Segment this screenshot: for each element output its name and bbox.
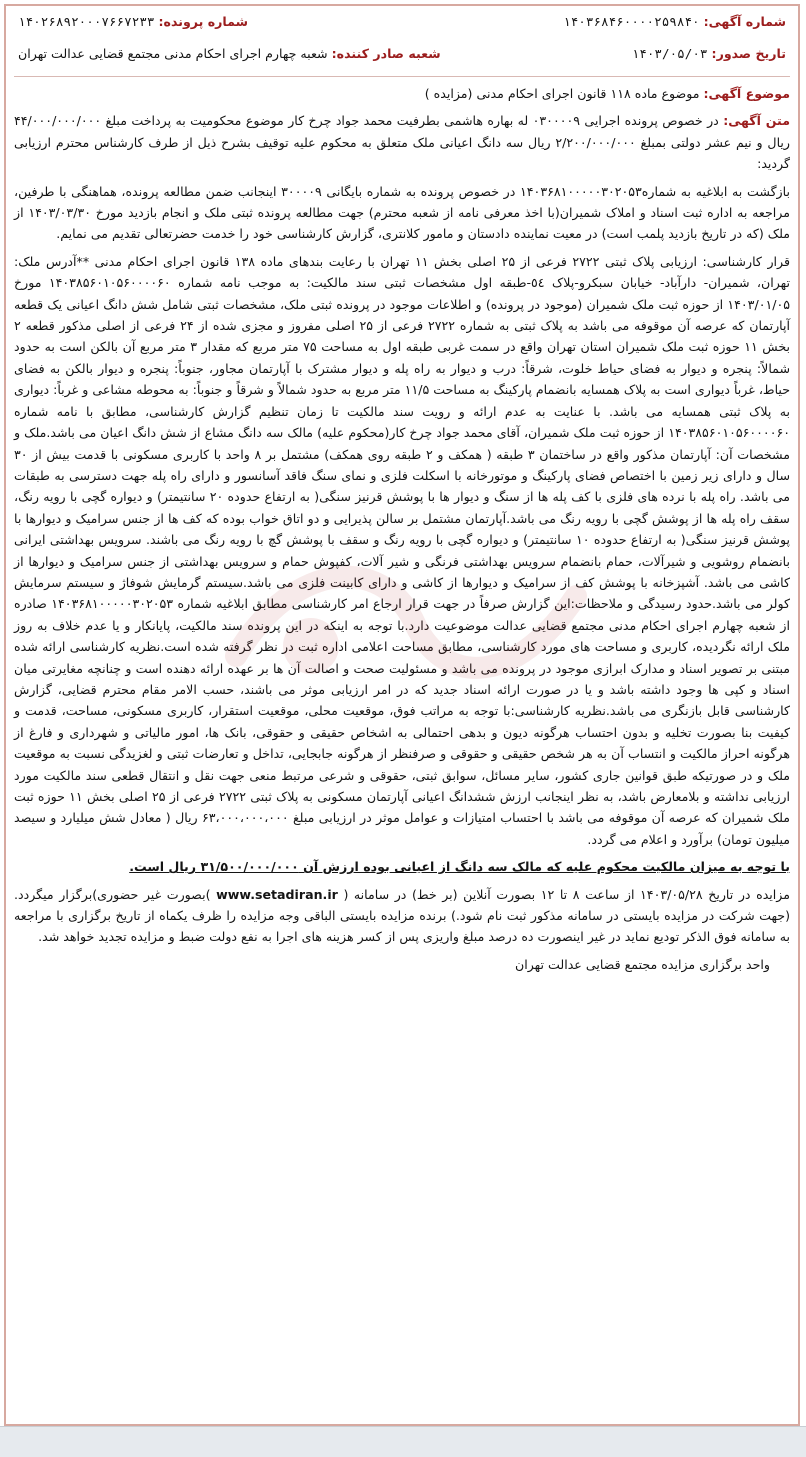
case-number-label: شماره پرونده:: [158, 14, 248, 30]
notice-number: [563, 11, 786, 32]
body-label: متن آگهی:: [723, 113, 790, 129]
notice-number-label: شماره آگهی:: [703, 14, 786, 30]
case-number-value: ۱۴۰۲۶۸۹۲۰۰۰۷۶۶۷۲۳۳: [18, 14, 155, 30]
notice-intro: [14, 110, 790, 174]
signature: واحد برگزاری مزایده مجتمع قضایی عدالت تهران: [514, 956, 770, 972]
header-row-2: [14, 38, 790, 70]
value-statement: با توجه به میزان مالکیت محکوم علیه که مالک سه دانگ از اعیانی بوده ارزش آن ۳۱/۵۰۰/۰۰۰/۰۰۰ ریال است.: [129, 859, 790, 875]
auction-paragraph: [14, 884, 790, 948]
header-divider: [14, 76, 790, 77]
bottom-scroll-bar: [0, 1426, 806, 1457]
notice-frame: [4, 4, 800, 1426]
issue-date-label: تاریخ صدور:: [711, 46, 786, 62]
expert-return-paragraph: بازگشت به ابلاغیه به شماره۱۴۰۳۶۸۱۰۰۰۰۰۳۰۲۰۵۳ در خصوص پرونده به شماره بایگانی ۳۰۰۰۰۹ اینجانب ضمن مطالعه پرونده، هماهنگی با طرفین، مراجعه به اداره ثبت اسناد و املاک شمیران(با اخذ معرفی نامه از شعبه محترم) جهت مطالعه پرونده ثبتی ملک و انجام بازدید مورخ ۱۴۰۳/۰۳/۳۰ از ملک (که در تاریخ بازدید پلمب است) در معیت نماینده دادستان و مامور کلانتری، گزارش کارشناسی خود را خدمت حضرتعالی تقدیم می نمایم.: [14, 183, 790, 242]
body-intro-text: در خصوص پرونده اجرایی ۰۳۰۰۰۰۹ له بهاره هاشمی بطرفیت محمد جواد چرخ کار موضوع محکومیت به پرداخت مبلغ ۴۴/۰۰۰/۰۰۰/۰۰۰ ریال و نیم عشر دولتی بمبلغ ۲/۲۰۰/۰۰۰/۰۰۰ ریال سه دانگ اعیانی ملک متعلق به محکوم علیه توقیف بشرح ذیل از طرف کارشناس محترم ارزیابی گردید:: [14, 113, 790, 172]
expert-report-paragraph: قرار کارشناسی: ارزیابی پلاک ثبتی ۲۷۲۲ فرعی از ۲۵ اصلی بخش ۱۱ تهران با رعایت بندهای ماده ۱۳۸ قانون اجرای احکام مدنی **آدرس ملک: تهران، شمیران- دارآباد- خیابان سبکرو-پلاک ٥٤-طبقه اول مشخصات ثبتی سند مالکیت: به موجب نامه شماره ۱۴۰۳۸۵۶۰۱۰۵۶۰۰۰۰۶۰ مورخ ۱۴۰۳/۰۱/۰۵ از حوزه ثبت ملک شمیران (موجود در پرونده) و اطلاعات موجود در پرونده ثبتی ملک، مشخصات ثبتی شامل شش دانگ اعیانی یک قطعه آپارتمان که عرصه آن موقوفه می باشد به پلاک ثبتی به شماره ۲۷۲۲ فرعی از ۲۵ اصلی مفروز و مجزی شده از ۲۴ فرعی از اصلی مذکور قطعه ۲ بخش ۱۱ حوزه ثبت ملک شمیران استان تهران واقع در سمت غربی طبقه اول به مساحت ۷۵ متر مربع که مقدار ۳ متر مربع آن بالکن است به حدود شمالاً: پنجره و دیوار به فضای حیاط خلوت، شرقاً: درب و دیوار به راه پله و دیوار مشترک با آپارتمان مجاور، جنوباً: پنجره و دیوار بالکن به فضای حیاط، غرباً دیواری است به پلاک همسایه بانضمام پارکینگ به مساحت ۱۱/۵ متر مربع به حدود شمالاً و شرقاً و جنوباً: به محوطه مشاعی و غرباً: دیواری به پلاک ثبتی همسایه می باشد. با عنایت به عدم ارائه و رویت سند مالکیت تا زمان تنظیم گزارش کارشناسی، مطابق با نامه شماره ۱۴۰۳۸۵۶۰۱۰۵۶۰۰۰۰۶۰ از حوزه ثبت ملک شمیران، آقای محمد جواد چرخ کار(محکوم علیه) مالک سه دانگ مشاع از شش دانگ اعیان می باشد.ملک و مشخصات آن: آپارتمان مذکور واقع در ساختمان ۳ طبقه ( همکف و ۲ طبقه روی همکف) مشتمل بر ۸ واحد با کاربری مسکونی با قدمت بیش از ۳۰ سال و دارای زیر زمین با اختصاص فضای پارکینگ و موتورخانه با اسکلت فلزی و نمای سنگ فاقد آسانسور و دارای راه پله جهت دسترسی به طبقات می باشد. راه پله با نرده های فلزی با کف پله ها از سنگ و دیوار ها با پوشش قرنیز سنگی( به ارتفاع حدوده ۲۰ سانتیمتر) و دیواره گچی با رویه رنگ، سقف راه پله ها از پوشش گچی با رویه رنگ می باشد.آپارتمان مشتمل بر سالن پذیرایی و دو اتاق خواب بوده که کف ها از جنس سرامیک و دیوارها با پوشش قرنیز سنگی( به ارتفاع حدوده ۱۰ سانتیمتر) و دیواره گچی با رویه رنگ و سقف با پوشش گچ با رویه رنگ می باشند. سرویس بهداشتی ایرانی بانضمام روشویی و شیرآلات، حمام بانضمام سرویس بهداشتی فرنگی و شیر آلات، کفپوش حمام و سرویس بهداشتی از جنس سرامیک و دیوارها از کاشی می باشد. آشپزخانه با پوشش کف از سرامیک و دیوارها از کاشی و دارای کابینت فلزی می باشد.سیستم گرمایش شوفاژ و سیستم سرمایش کولر می باشد.حدود رسیدگی و ملاحظات:این گزارش صرفاً در جهت قرار ارجاع امر کارشناسی مطابق ابلاغیه شماره ۱۴۰۳۶۸۱۰۰۰۰۰۳۰۲۰۵۳ صادره از شعبه چهارم اجرای احکام مدنی مجتمع قضایی عدالت موضوعیت دارد.با توجه به اینکه در این پرونده سند مالکیت، پایانکار و یا عدم خلاف به روز ملک ارائه نگردیده، کاربری و مساحت های مورد کارشناسی، مطابق مساحت اعلامی اداره ثبت در نظر گرفته شده است.نظریه کارشناسی ارائه شده مبتنی بر تصویر اسناد و مدارک ابرازی موجود در پرونده می باشد و مسئولیت صحت و اصالت آن ها بر عهده ارائه دهنده است و چنانچه مغایرتی میان اسناد و کپی ها وجود داشته باشد و یا در صورت ارائه اسناد جدید که در امر ارزیابی موثر می باشند، حسب الامر مقام محترم قضایی، گزارش کارشناسی قابل بازنگری می باشد.نظریه کارشناسی:با توجه به مراتب فوق، موقعیت محلی، موقعیت استقرار، کاربری مسکونی، مساحت، قدمت و کیفیت بنا بصورت تخلیه و بدون احتساب هرگونه دیون و بدهی احتمالی به اشخاص حقیقی و حقوقی، بانک ها، امور مالیاتی و شهرداری و فارغ از هرگونه احراز مالکیت و انتساب آن به هر شخص حقیقی و حقوقی و صرفنظر از هرگونه جابجایی، تداخل و تعارضات ثبتی و لغزیدگی نسبت به موقعیت ملک و در صورتیکه طبق قوانین جاری کشور، سایر مسائل، سوابق ثبتی، حقوقی و شرعی مرتبط منعی جهت نقل و انتقال قطعی سند مالکیت مورد ارزیابی نداشته و بلامعارض باشد، به نظر اینجانب ارزش ششدانگ اعیانی آپارتمان مسکونی به پلاک ثبتی ۲۷۲۲ فرعی از ۲۵ اصلی بخش ۱۱ حوزه ثبت ملک شمیران که عرصه آن موقوفه می باشد با احتساب امتیازات و عوامل موثر در ارزیابی مبلغ ۶۳،۰۰۰،۰۰۰،۰۰۰ ریال ( معادل شش میلیارد و سیصد میلیون تومان) برآورد و اعلام می گردد.: [14, 253, 791, 847]
issuer-value: شعبه چهارم اجرای احکام مدنی مجتمع قضایی عدالت تهران: [18, 46, 328, 62]
subject-label: موضوع آگهی:: [703, 86, 790, 101]
issuer: [18, 43, 441, 64]
notice-number-value: ۱۴۰۳۶۸۴۶۰۰۰۰۲۵۹۸۴۰: [563, 14, 700, 30]
auction-text-end: )بصورت غیر حضوری)برگزار میگردد. (جهت شرکت در مزایده بایستی در سامانه مذکور ثبت نام شود.) برنده مزایده بایستی الباقی وجه مزایده را ظرف یکماه از تاریخ برگزاری با مراجعه به سامانه فوق الذکر تودیع نماید در غیر اینصورت ده درصد مبلغ واریزی پس از کسر هزینه های اجرا به نفع دولت ضبط و مزایده تجدید خواهد شد.: [14, 886, 790, 945]
issue-date: [632, 43, 786, 64]
issuer-label: شعبه صادر کننده:: [331, 46, 441, 62]
case-number: [18, 11, 248, 32]
setadiran-link[interactable]: www.setadiran.ir: [216, 886, 338, 902]
notice-content: [6, 6, 798, 975]
header-row-1: [14, 6, 790, 38]
notice-subject: [14, 83, 790, 104]
auction-text-start: مزایده در تاریخ ۱۴۰۳/۰۵/۲۸ از ساعت ۸ تا ۱۲ بصورت آنلاین (بر خط) در سامانه (: [343, 886, 790, 902]
issue-date-value: ۱۴۰۳/۰۵/۰۳: [631, 46, 708, 62]
subject-text: موضوع ماده ۱۱۸ قانون اجرای احکام مدنی (مزایده ): [424, 86, 700, 101]
